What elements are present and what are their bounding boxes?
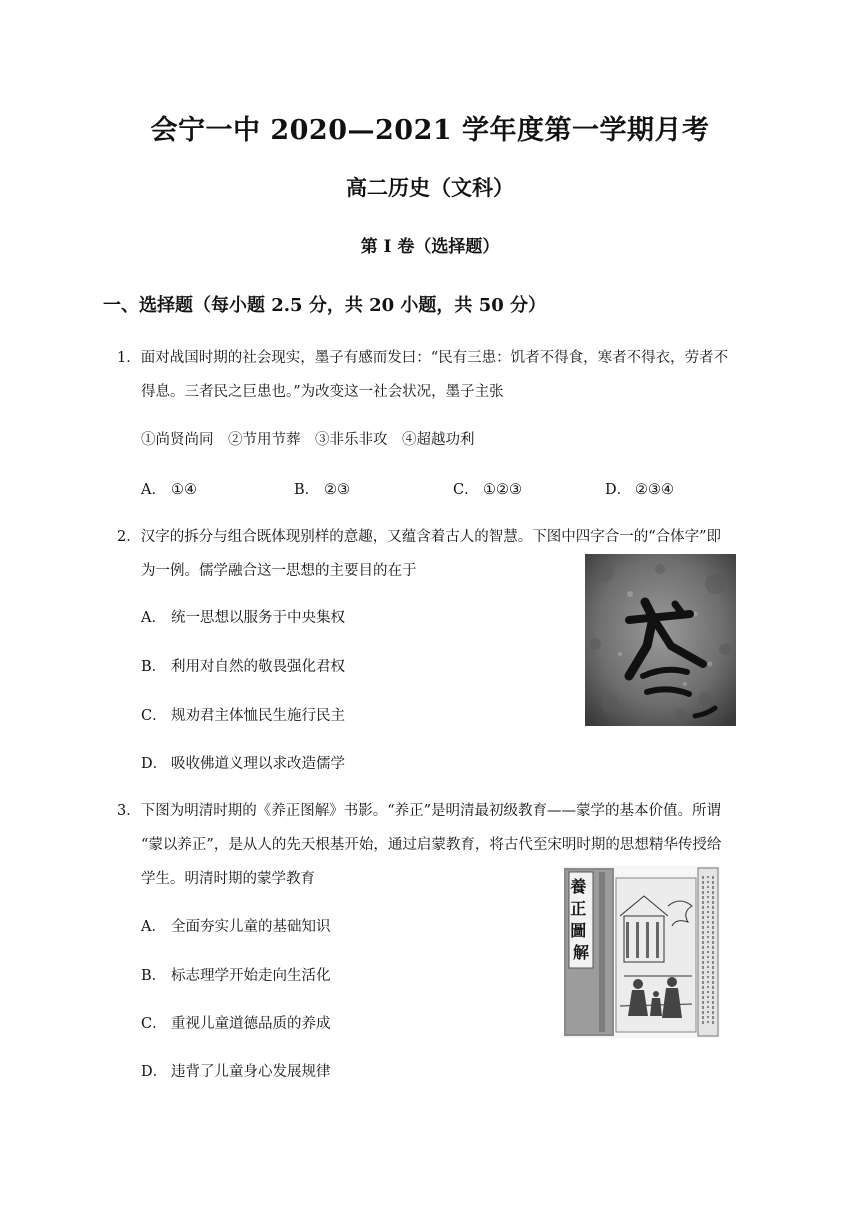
yangzheng-tujie-book-image <box>564 866 720 1038</box>
option-text: 全面夯实儿童的基础知识 <box>171 919 331 935</box>
option-letter: D． <box>141 756 168 772</box>
option-letter: C． <box>141 1016 167 1032</box>
question-1-option-c <box>453 480 522 500</box>
option-text: ①④ <box>171 482 197 498</box>
question-1-stem-line-2: 得息。三者民之巨患也。”为改变这一社会状况，墨子主张 <box>141 384 504 400</box>
option-letter: C． <box>141 708 167 724</box>
section-heading: 一、选择题（每小题 2.5 分，共 20 小题，共 50 分） <box>103 295 547 316</box>
question-3-option-b <box>141 966 331 986</box>
option-letter: D． <box>141 1064 168 1080</box>
option-text: 统一思想以服务于中央集权 <box>171 610 345 626</box>
question-2-option-d <box>141 754 345 774</box>
book-image-svg <box>564 866 720 1038</box>
option-letter: D． <box>605 482 632 498</box>
question-1-stem-line-1 <box>117 348 728 368</box>
question-2-number: 2． <box>117 529 141 545</box>
option-text: ②③ <box>324 482 350 498</box>
stone-carving-svg <box>585 554 736 726</box>
question-3-option-c <box>141 1014 331 1034</box>
question-3-stem-line-3: 学生。明清时期的蒙学教育 <box>141 871 315 887</box>
option-text: 重视儿童道德品质的养成 <box>171 1016 331 1032</box>
book-title-text: 養 正 圖 解 <box>570 877 590 962</box>
combined-character-stone-image <box>585 554 736 726</box>
option-letter: A． <box>141 919 166 935</box>
question-2-option-b <box>141 657 345 677</box>
question-2-stem-line-2: 为一例。儒学融合这一思想的主要目的在于 <box>141 563 417 579</box>
option-text: 规劝君主体恤民生施行民主 <box>171 708 345 724</box>
question-2-option-c <box>141 706 345 726</box>
option-text: 吸收佛道义理以求改造儒学 <box>171 756 345 772</box>
question-2-stem-line-1 <box>117 527 721 547</box>
question-1-option-b <box>294 480 350 500</box>
option-letter: A． <box>141 610 166 626</box>
option-text: ②③④ <box>635 482 674 498</box>
question-3-number: 3． <box>117 803 141 819</box>
option-letter: B． <box>141 659 167 675</box>
option-letter: B． <box>141 968 167 984</box>
exam-subtitle: 高二历史（文科） <box>346 175 514 200</box>
option-text: 标志理学开始走向生活化 <box>171 968 331 984</box>
option-letter: A． <box>141 482 166 498</box>
exam-title: 会宁一中 2020—2021 学年度第一学期月考 <box>150 115 710 146</box>
option-text: 违背了儿童身心发展规律 <box>171 1064 331 1080</box>
question-1-stem-text-1: 面对战国时期的社会现实，墨子有感而发曰：“民有三患：饥者不得食，寒者不得衣，劳者不 <box>140 350 729 366</box>
question-1-items: ①尚贤尚同 ②节用节葬 ③非乐非攻 ④超越功利 <box>141 432 475 448</box>
option-text: ①②③ <box>483 482 522 498</box>
question-1-option-a <box>141 480 197 500</box>
question-3-option-a <box>141 917 331 937</box>
question-3-option-d <box>141 1062 331 1082</box>
question-3-stem-line-2: “蒙以养正”，是从人的先天根基开始，通过启蒙教育，将古代至宋明时期的思想精华传授给 <box>141 837 722 853</box>
question-2-option-a <box>141 608 345 628</box>
question-1-option-d <box>605 480 674 500</box>
volume-heading: 第 I 卷（选择题） <box>360 237 500 257</box>
question-2-stem-text-1: 汉字的拆分与组合既体现别样的意趣，又蕴含着古人的智慧。下图中四字合一的“合体字”即 <box>140 529 722 545</box>
question-3-stem-text-1: 下图为明清时期的《养正图解》书影。“养正”是明清最初级教育——蒙学的基本价值。所谓 <box>140 803 722 819</box>
question-1-number: 1． <box>117 350 141 366</box>
option-text: 利用对自然的敬畏强化君权 <box>171 659 345 675</box>
option-letter: C． <box>453 482 479 498</box>
question-3-stem-line-1 <box>117 801 721 821</box>
option-letter: B． <box>294 482 320 498</box>
